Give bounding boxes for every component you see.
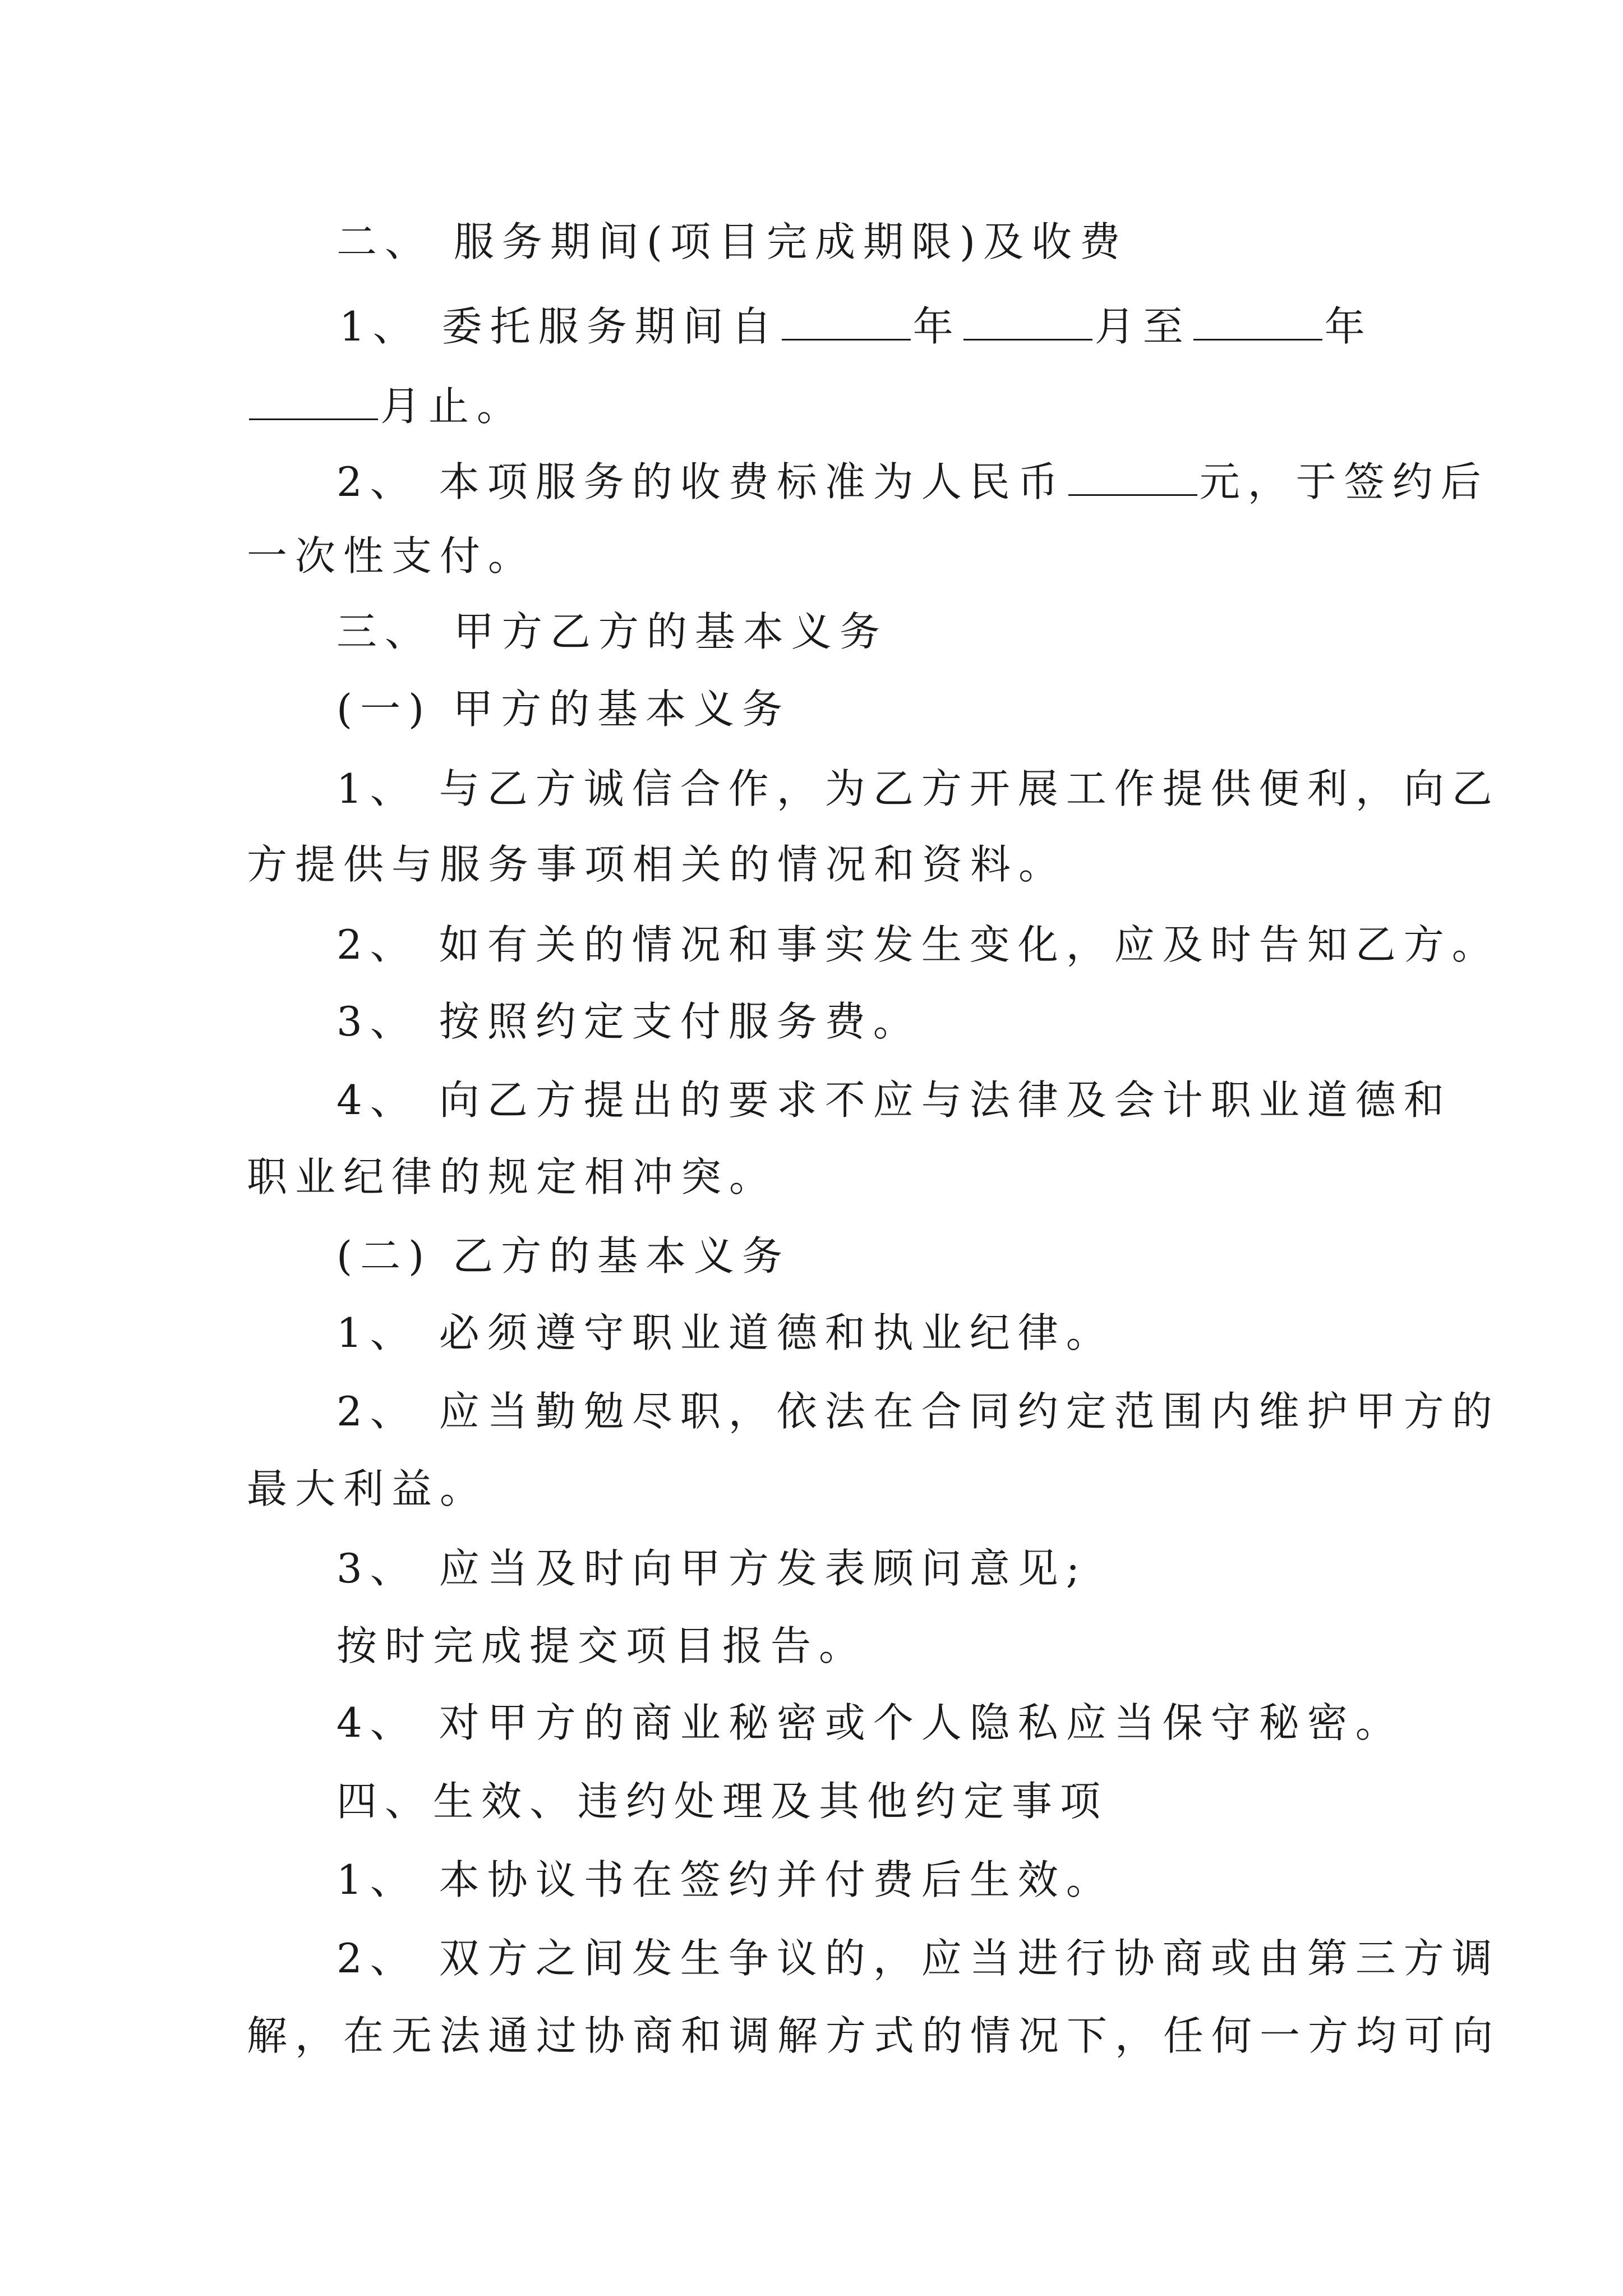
clause-text: 年 bbox=[1324, 303, 1373, 350]
blank-field-start-month[interactable] bbox=[963, 302, 1092, 341]
section-heading-service-period: 二、 服务期间(项目完成期限)及收费 bbox=[336, 218, 1128, 265]
clause-text: 2、 本项服务的收费标准为人民币 bbox=[336, 458, 1066, 505]
clause-text: 月至 bbox=[1094, 303, 1191, 350]
blank-field-fee-amount[interactable] bbox=[1068, 457, 1197, 496]
clause-a-2: 2、 如有关的情况和事实发生变化，应及时告知乙方。 bbox=[336, 921, 1500, 968]
clause-b-4: 4、 对甲方的商业秘密或个人隐私应当保守秘密。 bbox=[336, 1699, 1404, 1746]
clause-effect-1: 1、 本协议书在签约并付费后生效。 bbox=[336, 1856, 1114, 1903]
clause-text: 月止。 bbox=[380, 383, 525, 430]
section-heading-obligations: 三、 甲方乙方的基本义务 bbox=[336, 608, 888, 655]
subsection-heading-party-a: (一) 甲方的基本义务 bbox=[336, 685, 791, 733]
clause-service-period bbox=[339, 302, 1373, 350]
clause-text: 1、 委托服务期间自 bbox=[339, 303, 780, 350]
clause-a-1-cont: 方提供与服务事项相关的情况和资料。 bbox=[247, 841, 1067, 888]
clause-b-3-cont: 按时完成提交项目报告。 bbox=[336, 1622, 868, 1669]
clause-text: 元，于签约后 bbox=[1199, 458, 1489, 505]
clause-a-1: 1、 与乙方诚信合作，为乙方开展工作提供便利，向乙 bbox=[336, 765, 1500, 812]
blank-field-end-month[interactable] bbox=[249, 381, 378, 420]
section-heading-effect: 四、生效、违约处理及其他约定事项 bbox=[336, 1778, 1109, 1825]
clause-fee bbox=[336, 457, 1489, 505]
clause-b-2: 2、 应当勤勉尽职，依法在合同约定范围内维护甲方的 bbox=[336, 1388, 1500, 1435]
blank-field-end-year[interactable] bbox=[1193, 302, 1322, 341]
subsection-heading-party-b: (二) 乙方的基本义务 bbox=[336, 1232, 791, 1280]
clause-effect-2: 2、 双方之间发生争议的，应当进行协商或由第三方调 bbox=[336, 1935, 1500, 1982]
clause-a-3: 3、 按照约定支付服务费。 bbox=[336, 998, 921, 1045]
clause-fee-cont: 一次性支付。 bbox=[247, 532, 537, 579]
clause-b-1: 1、 必须遵守职业道德和执业纪律。 bbox=[336, 1309, 1114, 1356]
clause-effect-2-cont: 解，在无法通过协商和调解方式的情况下，任何一方均可向 bbox=[247, 2012, 1501, 2059]
clause-service-period-cont bbox=[247, 381, 525, 430]
clause-b-3: 3、 应当及时向甲方发表顾问意见; bbox=[336, 1545, 1087, 1592]
clause-a-4-cont: 职业纪律的规定相冲突。 bbox=[247, 1153, 778, 1200]
blank-field-start-year[interactable] bbox=[782, 302, 911, 341]
clause-a-4: 4、 向乙方提出的要求不应与法律及会计职业道德和 bbox=[336, 1076, 1452, 1124]
clause-text: 年 bbox=[912, 303, 961, 350]
clause-b-2-cont: 最大利益。 bbox=[247, 1465, 488, 1512]
